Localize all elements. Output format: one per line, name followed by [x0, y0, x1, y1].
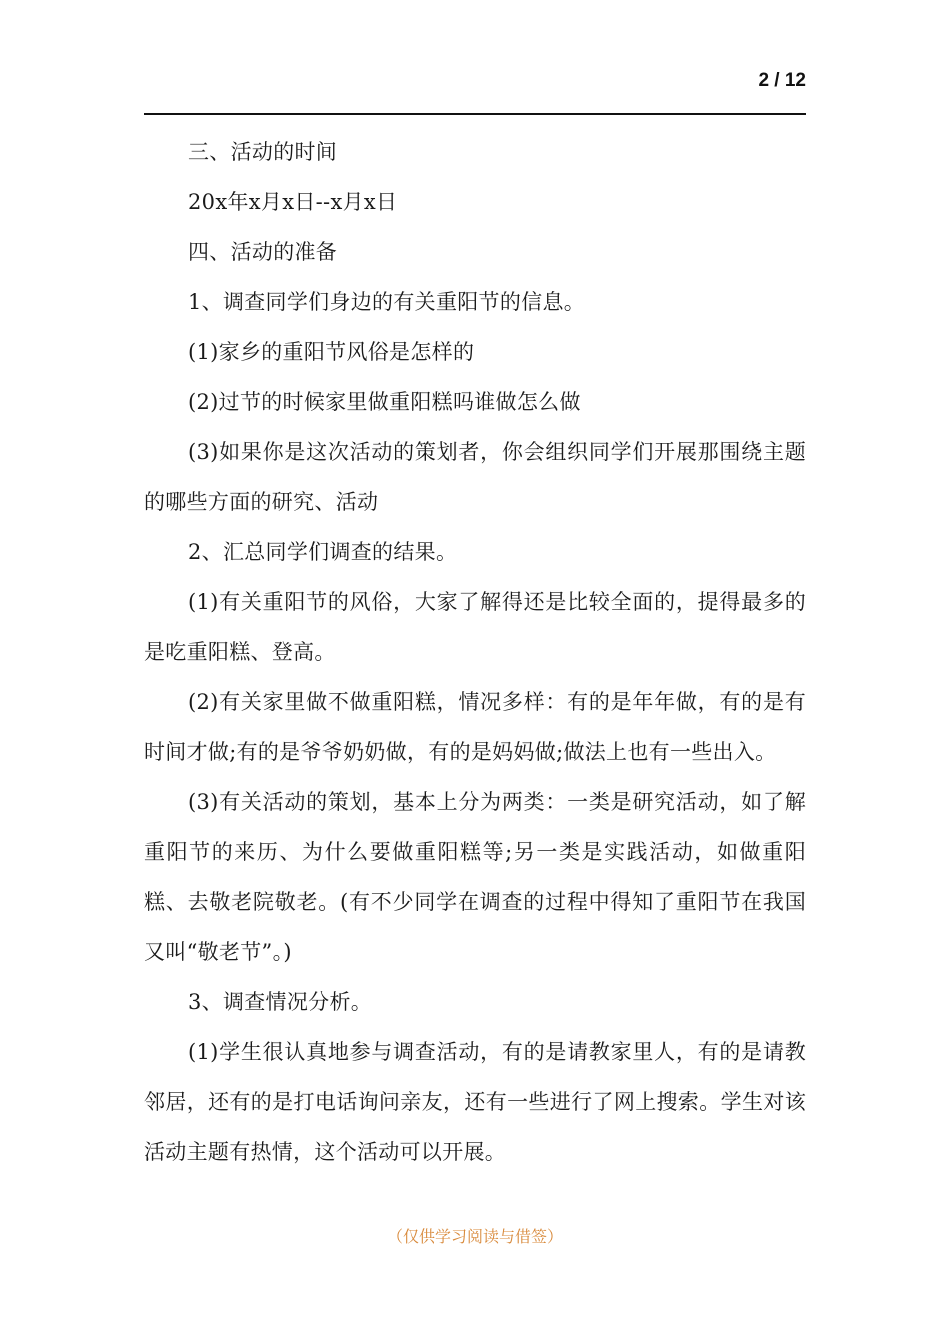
paragraph-result-2: (2)有关家里做不做重阳糕，情况多样：有的是年年做，有的是有时间才做;有的是爷爷奶奶做，有的是妈妈做;做法上也有一些出入。: [144, 690, 806, 764]
paragraph-activity-dates: 20x年x月x日--x月x日: [188, 190, 398, 214]
paragraph-survey-item: 1、调查同学们身边的有关重阳节的信息。: [188, 290, 586, 314]
footer-note: （仅供学习阅读与借签）: [386, 1227, 563, 1246]
paragraph-question-1: (1)家乡的重阳节风俗是怎样的: [188, 340, 475, 364]
header-divider: [144, 113, 806, 115]
paragraph-question-3: (3)如果你是这次活动的策划者，你会组织同学们开展那围绕主题的哪些方面的研究、活动: [144, 440, 806, 514]
paragraph-analysis-item: 3、调查情况分析。: [188, 990, 373, 1014]
paragraph-preparation-heading: 四、活动的准备: [188, 240, 338, 264]
page-number: 2 / 12: [758, 70, 806, 91]
paragraph-summary-item: 2、汇总同学们调查的结果。: [188, 540, 458, 564]
paragraph-result-3: (3)有关活动的策划，基本上分为两类：一类是研究活动，如了解重阳节的来历、为什么要做重阳糕等;另一类是实践活动，如做重阳糕、去敬老院敬老。(有不少同学在调查的过程中得知了重阳节在我国又叫“敬老节”。): [144, 790, 806, 964]
paragraph-result-1: (1)有关重阳节的风俗，大家了解得还是比较全面的，提得最多的是吃重阳糕、登高。: [144, 590, 806, 664]
paragraph-analysis-1: (1)学生很认真地参与调查活动，有的是请教家里人，有的是请教邻居，还有的是打电话询问亲友，还有一些进行了网上搜索。学生对该活动主题有热情，这个活动可以开展。: [144, 1040, 806, 1164]
document-body: [144, 127, 806, 1177]
paragraph-activity-time-heading: 三、活动的时间: [188, 140, 338, 164]
paragraph-question-2: (2)过节的时候家里做重阳糕吗谁做怎么做: [188, 390, 581, 414]
